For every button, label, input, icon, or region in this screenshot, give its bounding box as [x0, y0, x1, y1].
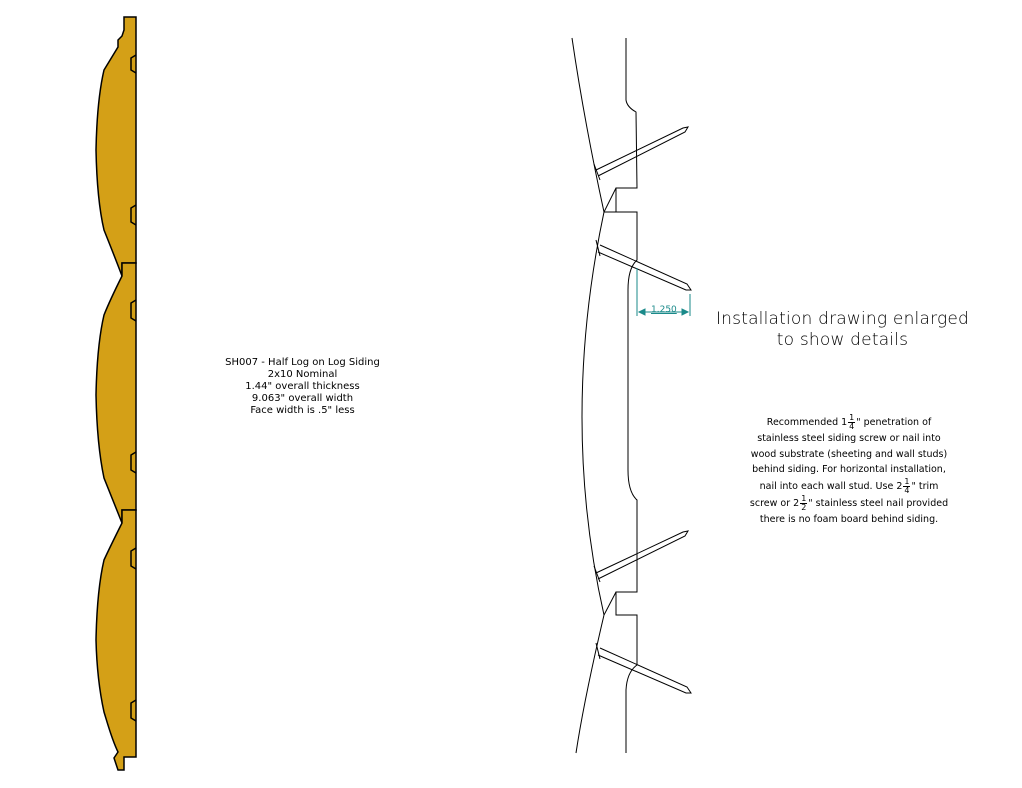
rec-l5-post: " trim: [911, 480, 939, 492]
enlarged-caption: [700, 309, 985, 351]
screw-2: [596, 240, 691, 290]
spec-thickness: 1.44" overall thickness: [245, 381, 360, 392]
siding-board-top: [96, 17, 136, 276]
siding-board-middle: [96, 263, 136, 523]
frac-den: 4: [904, 485, 910, 495]
dimension-label: 1.250: [651, 305, 677, 315]
fraction-quarter-2: [903, 478, 910, 495]
spec-title: SH007 - Half Log on Log Siding: [225, 357, 380, 368]
rec-line-1: [730, 414, 968, 431]
rec-line-5: [730, 478, 968, 495]
dim-arrow-left: [639, 309, 645, 315]
face-curve-top: [572, 38, 616, 212]
frac-den: 4: [849, 422, 855, 431]
spec-width: 9.063" overall width: [251, 393, 354, 404]
rec-l1-pre: Recommended 1: [766, 417, 848, 428]
frac-num: 1: [849, 413, 855, 422]
enlarged-caption-line2: to show details: [776, 330, 909, 350]
rec-l6-post: " stainless steel nail provided: [808, 497, 949, 509]
rec-line-3: wood substrate (sheeting and wall studs): [750, 448, 948, 460]
spec-face-width: Face width is .5" less: [250, 405, 355, 416]
rec-line-4: behind siding. For horizontal installation,: [752, 464, 946, 475]
recommendation-block: [730, 414, 968, 527]
lap-joint-top: [604, 188, 616, 212]
rec-line-2: stainless steel siding screw or nail into: [757, 433, 941, 444]
screw-4: [596, 643, 691, 693]
rec-l5-pre: nail into each wall stud. Use 2: [759, 480, 903, 492]
rec-l1-post: " penetration of: [856, 417, 932, 428]
screw-1: [594, 127, 688, 180]
fraction-half: [800, 495, 807, 512]
enlarged-caption-line1: Installation drawing enlarged: [715, 309, 970, 329]
backing-line: [616, 38, 637, 753]
face-curve-bottom: [576, 615, 604, 753]
screw-3: [594, 531, 688, 582]
rec-l6-pre: screw or 2: [749, 497, 800, 509]
installation-outline: [572, 38, 637, 753]
frac-num: 1: [801, 493, 807, 503]
siding-spec-block: [200, 357, 405, 417]
fraction-quarter: [848, 414, 855, 431]
rec-line-6: [730, 495, 968, 512]
frac-den: 2: [801, 502, 807, 512]
lap-joint-bottom: [604, 592, 616, 615]
face-curve-middle: [582, 212, 604, 615]
dim-arrow-right: [682, 309, 688, 315]
siding-profile-stack: [96, 17, 136, 770]
spec-nominal: 2x10 Nominal: [267, 369, 338, 380]
rec-line-7: there is no foam board behind siding.: [759, 513, 939, 525]
frac-num: 1: [904, 476, 910, 486]
siding-board-bottom: [96, 510, 136, 770]
